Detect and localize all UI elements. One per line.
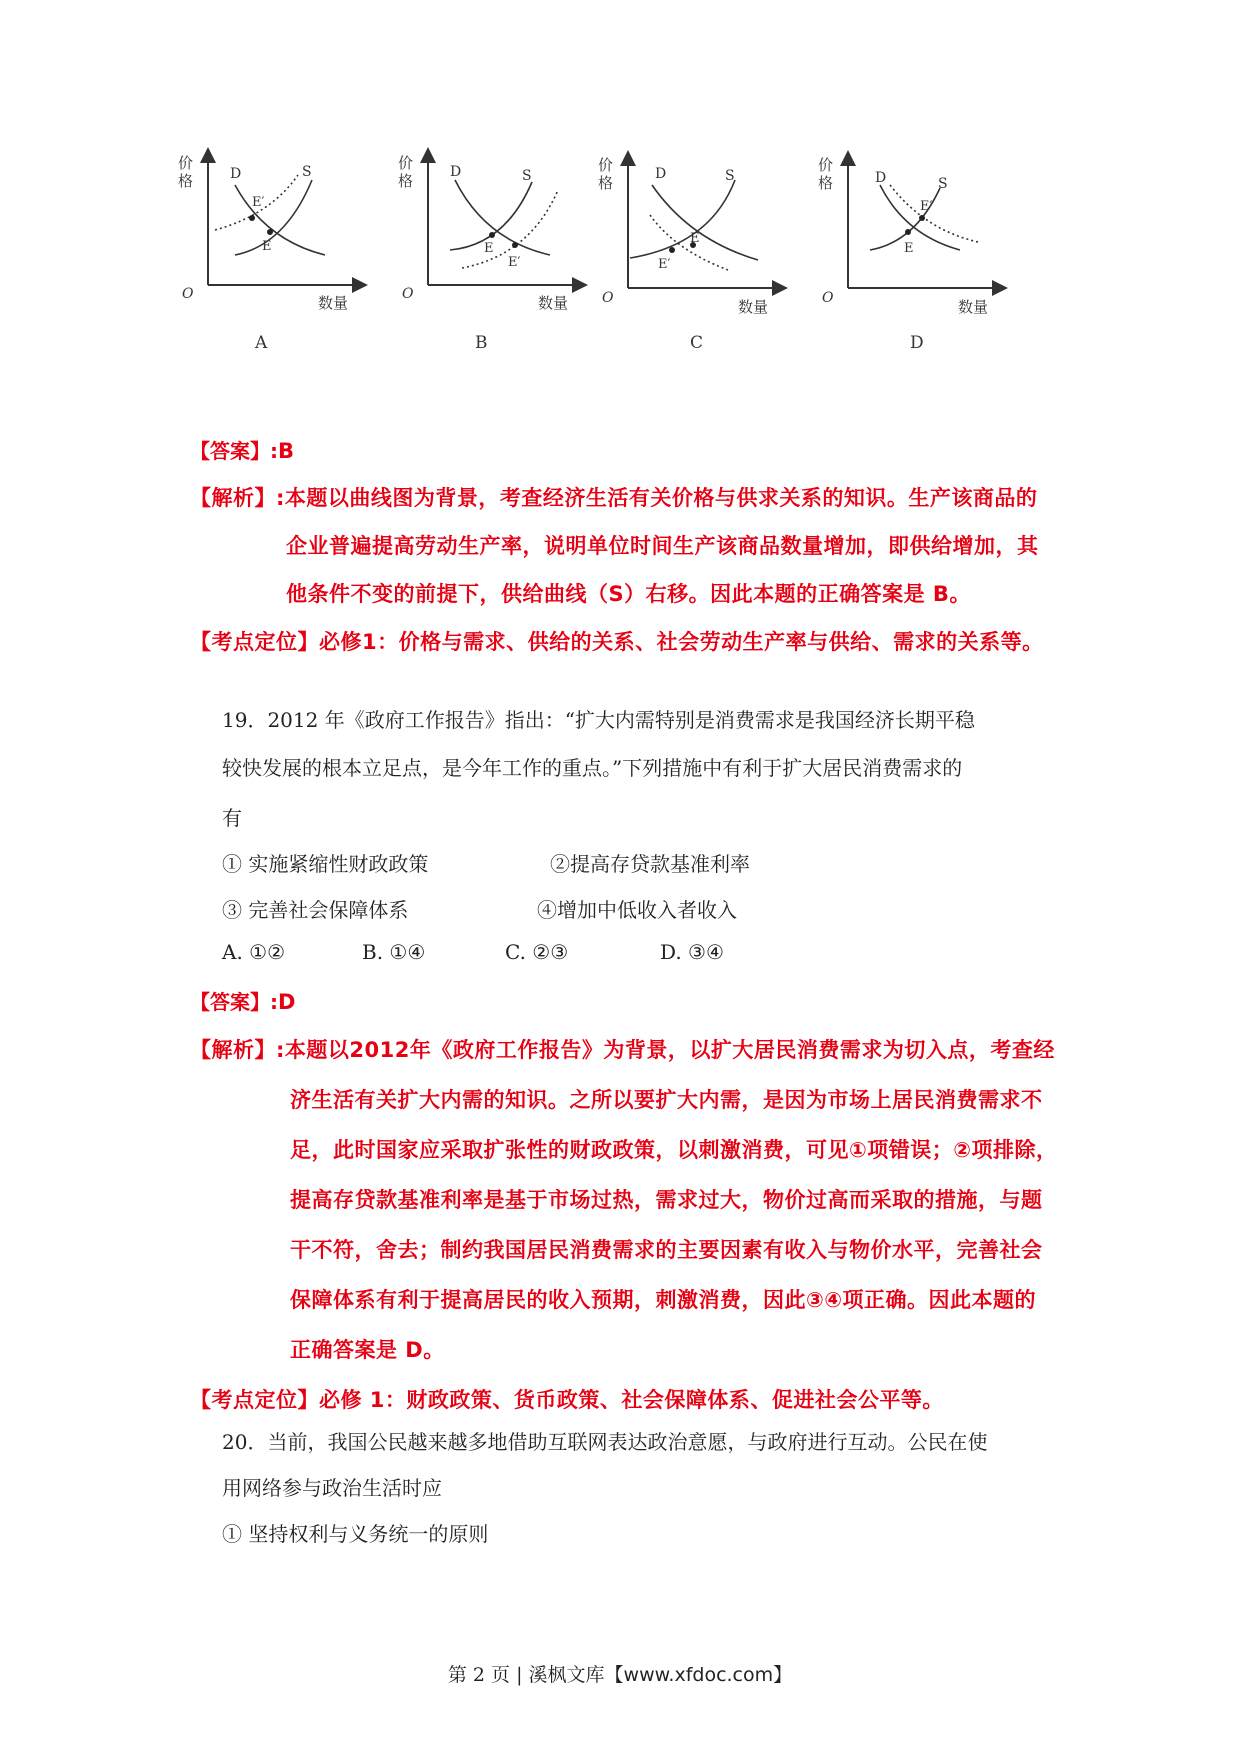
origin-label: O [822, 290, 834, 306]
q19-analysis-line-3: 足，此时国家应采取扩张性的财政政策，以刺激消费，可见①项错误；②项排除， [290, 1138, 1058, 1162]
library-name: 溪枫文库 [528, 1664, 605, 1686]
q19-option-b: B. ①④ [362, 940, 426, 964]
demand-label: D [875, 170, 887, 186]
origin-label: O [182, 286, 194, 302]
y-axis-label-2: 格 [178, 172, 194, 190]
q19-stem-line-1: 19．2012 年《政府工作报告》指出：“扩大内需特别是消费需求是我国经济长期平稳 [222, 708, 975, 732]
q20-item-1: ① 坚持权利与义务统一的原则 [222, 1522, 489, 1546]
q19-stem-line-2: 较快发展的根本立足点，是今年工作的重点。”下列措施中有利于扩大居民消费需求的 [222, 756, 963, 780]
q19-analysis-line-7: 正确答案是 D。 [290, 1338, 445, 1362]
footer-separator: | [510, 1664, 529, 1686]
x-axis-label: 数量 [738, 298, 769, 316]
q18-analysis-line-3: 他条件不变的前提下，供给曲线（S）右移。因此本题的正确答案是 B。 [286, 582, 971, 606]
equilibrium-point-new [669, 247, 675, 253]
q19-key-point: 【考点定位】必修 1：财政政策、货币政策、社会保障体系、促进社会公平等。 [190, 1388, 944, 1412]
demand-curve [652, 185, 758, 260]
supply-label: S [725, 168, 735, 184]
x-axis-label: 数量 [538, 294, 569, 312]
page-number: 第 2 页 [447, 1664, 511, 1686]
equilibrium-point [489, 232, 495, 238]
q18-analysis-line-2: 企业普遍提高劳动生产率，说明单位时间生产该商品数量增加，即供给增加，其 [286, 534, 1039, 558]
demand-curve-shifted [890, 185, 978, 242]
q19-stem-line-3: 有 [222, 806, 242, 830]
analysis-tag: 【解析】: [190, 486, 285, 510]
supply-demand-figure [178, 150, 1050, 400]
q19-option-c: C. ②③ [505, 940, 569, 964]
equilibrium-point-new [919, 215, 925, 221]
equilibrium-point [905, 229, 911, 235]
q19-item-2: ②提高存贷款基准利率 [550, 852, 750, 876]
y-axis-label-2: 格 [818, 174, 834, 192]
chart-b [398, 150, 610, 400]
chart-letter: C [690, 333, 704, 353]
chart-letter: B [475, 333, 488, 353]
origin-label: O [602, 290, 614, 306]
q19-answer [190, 986, 295, 1015]
demand-label: D [655, 166, 667, 182]
demand-label: D [230, 166, 242, 182]
q19-item-3: ③ 完善社会保障体系 [222, 898, 409, 922]
supply-curve [235, 180, 312, 255]
equilibrium-label: E [690, 231, 700, 246]
key-point-tag: 【考点定位】 [190, 1388, 319, 1412]
y-axis-label-1: 价 [818, 156, 834, 174]
q19-analysis-line-6: 保障体系有利于提高居民的收入预期，刺激消费，因此③④项正确。因此本题的 [290, 1288, 1037, 1312]
answer-value: D [278, 990, 296, 1014]
equilibrium-label: E [484, 241, 494, 256]
y-axis-label-1: 价 [598, 156, 614, 174]
answer-tag: 【答案】: [190, 439, 278, 463]
y-axis-label-1: 价 [398, 154, 414, 172]
equilibrium-new-label: E′ [508, 255, 521, 270]
q19-item-1: ① 实施紧缩性财政政策 [222, 852, 429, 876]
supply-label: S [522, 168, 532, 184]
supply-label: S [938, 176, 948, 192]
q18-key-point: 【考点定位】必修1：价格与需求、供给的关系、社会劳动生产率与供给、需求的关系等。 [190, 630, 1044, 654]
equilibrium-point-new [512, 242, 518, 248]
chart-letter: D [910, 333, 924, 353]
y-axis-label-2: 格 [598, 174, 614, 192]
answer-tag: 【答案】: [190, 990, 278, 1014]
site-link[interactable]: 【www.xfdoc.com】 [604, 1664, 793, 1686]
page-footer [0, 1660, 1240, 1687]
equilibrium-label: E [904, 241, 914, 256]
q19-analysis-line-5: 干不符，舍去；制约我国居民消费需求的主要因素有收入与物价水平，完善社会 [290, 1238, 1043, 1262]
equilibrium-point-new [249, 215, 255, 221]
q19-option-a: A. ①② [222, 940, 286, 964]
demand-curve [235, 185, 325, 255]
x-axis-label: 数量 [318, 294, 349, 312]
q19-option-d: D. ③④ [660, 940, 724, 964]
q19-analysis-line-4: 提高存贷款基准利率是基于市场过热，需求过大，物价过高而采取的措施，与题 [290, 1188, 1043, 1212]
y-axis-label-2: 格 [398, 172, 414, 190]
demand-label: D [450, 164, 462, 180]
chart-a [178, 150, 390, 400]
q19-analysis-line-1: 【解析】:本题以2012年《政府工作报告》为背景，以扩大居民消费需求为切入点，考查经 [190, 1038, 1055, 1062]
equilibrium-new-label: E′ [658, 257, 671, 272]
q19-analysis-line-2: 济生活有关扩大内需的知识。之所以要扩大内需，是因为市场上居民消费需求不 [290, 1088, 1043, 1112]
chart-letter: A [255, 333, 268, 353]
q18-analysis-line-1: 【解析】:本题以曲线图为背景，考查经济生活有关价格与供求关系的知识。生产该商品的 [190, 486, 1038, 510]
key-point-tag: 【考点定位】 [190, 630, 319, 654]
y-axis-label-1: 价 [178, 154, 194, 172]
q19-item-4: ④增加中低收入者收入 [537, 898, 737, 922]
answer-value: B [278, 439, 295, 463]
q20-stem-line-1: 20．当前，我国公民越来越多地借助互联网表达政治意愿，与政府进行互动。公民在使 [222, 1430, 988, 1454]
equilibrium-point [267, 229, 273, 235]
chart-d [818, 150, 1030, 400]
equilibrium-label: E [262, 239, 272, 254]
q20-stem-line-2: 用网络参与政治生活时应 [222, 1476, 442, 1500]
equilibrium-new-label: E′ [252, 195, 265, 210]
demand-curve [455, 180, 550, 255]
equilibrium-new-label: E′ [920, 199, 933, 214]
x-axis-label: 数量 [958, 298, 989, 316]
supply-label: S [302, 164, 312, 180]
origin-label: O [402, 286, 414, 302]
q18-answer [190, 435, 294, 464]
chart-c [598, 150, 810, 400]
analysis-tag: 【解析】: [190, 1038, 285, 1062]
